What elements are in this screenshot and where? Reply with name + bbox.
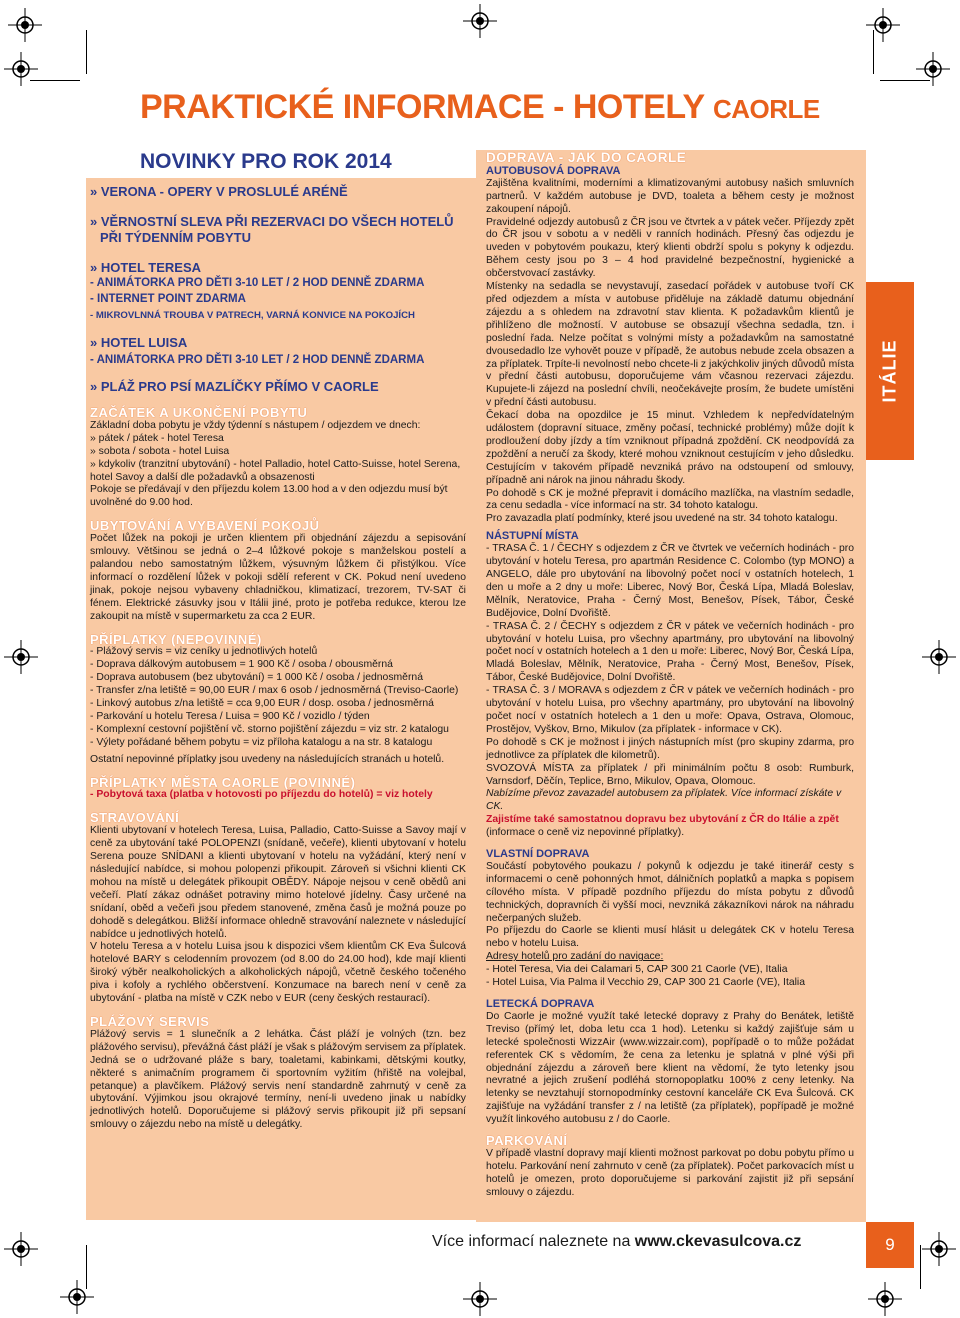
paragraph: Klienti ubytovaní v hotelech Teresa, Luisa, Palladio, Catto-Suisse a Savoy mají v ceně za ubytování také POLOPENZI (snídaně, večeře), klienti ubytovaní v hotelu Serena pouze SNÍDANI a klienti ubytovaní v hotelu na vyžádání, který není v následující nabídce, si mohou polopenzi přikoupit. Zároveň si všichni klienti CK mohou na místě u delegátek přikoupit OBĚDY. Nápoje nejsou v ceně obědů ani večeří. Platí zákaz odnášet potraviny mimo hotelové jídelny. Časy určené na snídaní, oběd a večeři jsou předem stanovené, změna časů je možná pouze po dohodě s delegátkou. Bližší informace ohledně stravování naleznete v následující nabídce u jednotlivých hotelů. [90,825,466,940]
news-item: » HOTEL TERESA [90,260,202,275]
list-item: - Parkování u hotelu Teresa / Luisa = 900 Kč / vozidlo / týden [90,710,370,722]
paragraph: Základní doba pobytu je vždy týdenní s nástupem / odjezdem ve dnech: [90,419,421,431]
registration-mark-icon [4,640,38,674]
news-title: NOVINKY PRO ROK 2014 [140,150,392,173]
paragraph: Pokoje se předávají v den příjezdu kolem 13.00 hod a v den odjezdu musí být uvolněné do 9.00 hod. [90,484,448,509]
country-tab: ITÁLIE [866,282,914,460]
list-item: - Doprava autobusem (bez ubytování) = 1 000 Kč / osoba / jednosměrná [90,672,423,684]
paragraph: Čekací doba na opozdilce je 15 minut. Vzhledem k nepředvídatelným událostem (dopravní situace, změny počasí, technické problémy) může dojít k prodloužení doby jízdy a tím vzniknout případná zpoždění. CK neodpovídá za zpoždění a neručí za škody, které mohou vzniknout cestujícím v jeho důsledku. Cestujícím v takovém případě nevzniká právo na odstoupení od smlouvy, případně ani nárok na jinou náhradu škody. [486,410,854,486]
paragraph: Po dohodě s CK je možnost i jiných nástupních míst (pro skupiny zdarma, pro jednotlivce za příplatek dle kilometrů). [486,736,854,761]
paragraph: Součástí pobytového poukazu / pokynů k odjezdu je také itinerář cesty s informacemi o ceně pohonných hmot, dálničních poplatků a mapka s popisem cílového místa. V případě pozdního příjezdu do místa pobytu z důvodů technických, dopravních či vyšší moci, nevzniká zákazníkovi nárok na náhradu nečerpaných služeb. [486,860,854,924]
paragraph: Po dohodě s CK je možné přepravit i domácího mazlíčka, na vlastním sedadle, za cenu sedadla - více informací na str. 34 tohoto katalogu. [486,487,854,512]
paragraph: Plážový servis = 1 slunečník a 2 lehátka. Část pláží je volných (tzn. bez plážového servisu), převážná část pláží je však s plážovým servisem za příplatek. Jedná se o udržované pláže s bary, toaletami, kabinkami, dětskými koutky, některé s animačním programem či sportovním vyžitím (hřiště na volejbal, petanque) a plavčíkem. Plážový servis není standardně zahrnutý v ceně za ubytování. Výjimkou jsou okrajové termíny, není-li uvedeno jinak u nabídky jednotlivých hotelů. Doporučujeme si plážový servis přikoupit již při sepsaní smlouvy o zájezdu nebo na místě u delegátky. [90,1028,466,1131]
list-item: - Linkový autobus z/na letiště = cca 9,00 EUR / dosp. osoba / jednosměrná [90,698,434,710]
news-item: - ANIMÁTORKA PRO DĚTI 3-10 LET / 2 HOD DENNĚ ZDARMA [90,277,425,289]
section-heading: PŘÍPLATKY MĚSTA CAORLE (POVINNÉ) [90,774,356,790]
page-title: PRAKTICKÉ INFORMACE - HOTELY CAORLE [140,88,820,126]
news-item: » HOTEL LUISA [90,335,188,350]
left-column [90,184,466,1132]
paragraph: Místenky na sedadla se nevystavují, zasedací pořádek v autobuse tvoří CK před odjezdem a místa v autobuse přiděluje na základě datumu objednání zájezdu a s ohledem na zdravotní stav klienta. K požadavkům klientů je přihlíženo dle možností. V autobuse se obsazují všechna sedadla, tzn. i poslední řada. Nelze počítat s volnými místy a požadavkům na samostatné dvousedadlo lze vyhovět pouze v případě, že autobus nebude zcela obsazen a za příplatek. Trpíte-li nevolností nebo chcete-li z jakýchkoliv jiných důvodů místa v přední části autobusu, doporučujeme vám včasnou rezervaci zájezdu. Kupujete-li zájezd na poslední chvíli, neočekávejte prosím, že budete umístěni v přední části autobusu. [486,281,854,409]
registration-mark-icon [922,1232,956,1266]
paragraph: » pátek / pátek - hotel Teresa [90,432,224,444]
paragraph: Do Caorle je možné využít také letecké dopravy z Prahy do Benátek, letiště Treviso (přímý let, doba letu cca 1 hod). Letenku si každý zajišťuje sám u letecké společnosti WizzAir (www.wizzair.com), popřípadě o to může požádat referentek CK s vědomím, že cena za letenku je splatná v plné výši při objednání zájezdu a zároveň bere klient na vědomí, že tyto letenky jsou nevratné a jejich zrušení podléhá stornopoplatku 100% z ceny letenky. Na letenky se nevztahují stornopodmínky cestovní kanceláře CK Eva Šulcová. CK zajišťuje na vyžádání transfer z / na letiště (za příplatek), popřípadě je možné využít linkového autobusu z / do Caorle. [486,1010,854,1126]
section-heading: UBYTOVÁNÍ A VYBAVENÍ POKOJŮ [90,518,320,534]
trim-line [86,30,87,74]
paragraph: (informace o ceně viz nepovinné příplatky). [486,827,685,839]
news-item: - MIKROVLNNÁ TROUBA V PATRECH, VARNÁ KONVICE NA POKOJÍCH [90,310,415,321]
paragraph: V případě vlastní dopravy mají klienti možnost parkovat po dobu pobytu přímo u hotelu. Parkování není zahrnuto v ceně (za příplatek). Počet parkovacích míst u hotelů je omezen, proto doporučujeme si parkování zajistit již při sepsání smlouvy o zájezdu. [486,1147,854,1198]
registration-mark-icon [463,4,497,38]
paragraph: - TRASA Č. 3 / MORAVA s odjezdem z ČR v pátek ve večerních hodinách - pro ubytování v hotelu Luisa, pro všechny apartmány, pro ubytování na libovolný počet nocí v ostatních hotelech a 1 den u moře: Opava, Ostrava, Olomouc, Prostějov, Vyškov, Brno, Mikulov (za příplatek - informace v CK). [486,685,854,735]
right-column [486,152,854,1200]
subheading: LETECKÁ DOPRAVA [486,998,595,1010]
paragraph: Nabízíme převoz zavazadel autobusem za příplatek. Více informací získáte v CK. [486,788,842,813]
website-link[interactable]: www.ckevasulcova.cz [634,1233,802,1250]
paragraph: Pro zavazadla platí podmínky, které jsou uvedené na str. 34 tohoto katalogu. [486,513,838,525]
section-heading: ZAČÁTEK A UKONČENÍ POBYTU [90,405,308,420]
subheading: NÁSTUPNÍ MÍSTA [486,530,579,543]
news-item: » PLÁŽ PRO PSÍ MAZLÍČKY PŘÍMO V CAORLE [90,379,379,394]
registration-mark-icon [866,8,900,42]
trim-line [920,1245,921,1289]
paragraph: » kdykoliv (tranzitní ubytování) - hotel Palladio, hotel Catto-Suisse, hotel Serena, hotel Savoy a další dle požadavků a obsazenosti [90,458,461,483]
page-number: 9 [866,1222,914,1268]
news-item: » VĚRNOSTNÍ SLEVA PŘI REZERVACI DO VŠECH HOTELŮ [90,214,454,229]
subheading: AUTOBUSOVÁ DOPRAVA [486,164,621,177]
section-heading: STRAVOVÁNÍ [90,810,180,826]
trim-line [86,1245,87,1289]
registration-mark-icon [922,640,956,674]
paragraph: Po příjezdu do Caorle se klienti musí hlásit u delegátek CK v hotelu Teresa nebo v hotelu Luisa. [486,925,854,950]
paragraph: V hotelu Teresa a v hotelu Luisa jsou k dispozici všem klientům CK Eva Šulcová hotelové BARY s celodenním provozem (od 8.00 do 24.00 hod), kde mají klienti široký výběr nealkoholických a alkoholických nápojů, včetně českého točeného piva i kofoly a rychlého občerstvení. Konzumace na barech není v ceně za ubytování - platba na místě v CZK nebo v EUR (ceny českých restaurací). [90,941,466,1005]
section-heading: PŘÍPLATKY (NEPOVINNÉ) [90,631,262,647]
subheading: VLASTNÍ DOPRAVA [486,848,590,861]
trim-line [880,80,930,81]
paragraph: - Pobytová taxa (platba v hotovosti po příjezdu do hotelů) = viz hotely [90,789,433,801]
paragraph: Zajistíme také samostatnou dopravu bez ubytování z ČR do Itálie a zpět [486,814,839,826]
paragraph: Pravidelné odjezdy autobusů z ČR jsou ve čtvrtek a v pátek večer. Příjezdy zpět do ČR jsou v sobotu a v neděli v ranních hodinách. Přesný čas odjezdu je uveden v pobytovém poukazu, který klienti obdrží spolu s pokyny k odjezdu. Během cesty jsou po 3 – 4 hod pravidelné bezpečnostní, hygienické a občerstvovací zastávky. [486,216,854,280]
list-item: - Výlety pořádané během pobytu = viz příloha katalogu a na str. 8 katalogu [90,736,433,748]
list-item: - Komplexní cestovní pojištění vč. storno pojištění zájezdu = viz str. 2 katalogu [90,723,449,735]
registration-mark-icon [60,1280,94,1314]
news-item: » VERONA - OPERY V PROSLULÉ ARÉNĚ [90,184,348,199]
paragraph: - TRASA Č. 1 / ČECHY s odjezdem z ČR ve čtvrtek ve večerních hodinách - pro ubytování v hotelu Teresa, pro apartmán Residence C. Colombo (typ MONO) a ANGELO, dále pro ubytování na libovolný počet nocí v ostatních hotelech, 1 den u moře a 2 dny u moře: Liberec, Nový Bor, Česká Lípa, Mladá Boleslav, Mělník, Neratovice, Praha - Černý Most, Benešov, Písek, Tábor, České Budějovice, Dolní Dvořiště. [486,543,854,619]
list-item: - Doprava dálkovým autobusem = 1 900 Kč / osoba / obousměrná [90,659,393,671]
registration-mark-icon [463,1282,497,1316]
list-item: - Hotel Luisa, Via Palma il Vecchio 29, CAP 300 21 Caorle (VE), Italia [486,977,806,989]
paragraph: Ostatní nepovinné příplatky jsou uvedeny na následujících stranách u hotelů. [90,753,445,765]
paragraph: SVOZOVÁ MÍSTA za příplatek / při minimálním počtu 8 osob: Rumburk, Varnsdorf, Děčín, Teplice, Brno, Mikulov, Opava, Olomouc. [486,762,854,787]
paragraph: » sobota / sobota - hotel Luisa [90,445,230,457]
paragraph: Zajištěna kvalitními, moderními a klimatizovanými autobusy našich smluvních partnerů. V každém autobuse je DVD, toaleta a během cesty je možnost zakoupení nápojů. [486,177,854,215]
news-item: - INTERNET POINT ZDARMA [90,293,246,305]
paragraph: - TRASA Č. 2 / ČECHY s odjezdem z ČR v pátek ve večerních hodinách - pro ubytování v hotelu Luisa, pro všechny apartmány, pro ubytování na libovolný počet nocí v ostatních hotelech a 1 den u moře: Liberec, Nový Bor, Česká Lípa, Mladá Boleslav, Mělník, Neratovice, Praha - Černý Most, Benešov, Písek, Tábor, České Budějovice, Dolní Dvořiště. [486,620,854,684]
news-item: - ANIMÁTORKA PRO DĚTI 3-10 LET / 2 HOD DENNĚ ZDARMA [90,354,425,366]
trim-line [30,80,80,81]
registration-mark-icon [4,1232,38,1266]
news-item: PŘI TÝDENNÍM POBYTU [100,230,251,245]
list-item: - Hotel Teresa, Via dei Calamari 5, CAP 300 21 Caorle (VE), Italia [486,964,788,976]
registration-mark-icon [868,1282,902,1316]
list-item: - Plážový servis = viz ceníky u jednotlivých hotelů [90,646,318,658]
trim-line [873,30,874,74]
paragraph: Adresy hotelů pro zadání do navigace: [486,951,664,963]
section-heading: PLÁŽOVÝ SERVIS [90,1013,210,1029]
section-heading: PARKOVÁNÍ [486,1133,568,1149]
registration-mark-icon [8,8,42,42]
paragraph: Počet lůžek na pokoji je určen klientem při objednání zájezdu a sepisování smlouvy. Většinou se jedná o 2–4 lůžkové pokoje s manželskou postelí a palandou nebo samostatným lůžkem, výsuvným lůžkem či přistýlkou. Více informací o rozdělení lůžek v pokoji sdělí referent v CK. Pokud není uvedeno jinak, pokoje nejsou vybaveny chladničkou, klimatizací, trezorem, TV-SAT či fénem. Elektrické zásuvky jsou v Itálii jiné, proto je potřeba redukce, kterou lze zakoupit na místě v supermarketu za cca 2 EUR. [90,533,466,622]
footer-text: Více informací naleznete na www.ckevasulcova.cz [432,1233,802,1250]
section-heading: DOPRAVA - JAK DO CAORLE [486,150,687,165]
list-item: - Transfer z/na letiště = 90,00 EUR / max 6 osob / jednosměrná (Treviso-Caorle) [90,685,459,697]
